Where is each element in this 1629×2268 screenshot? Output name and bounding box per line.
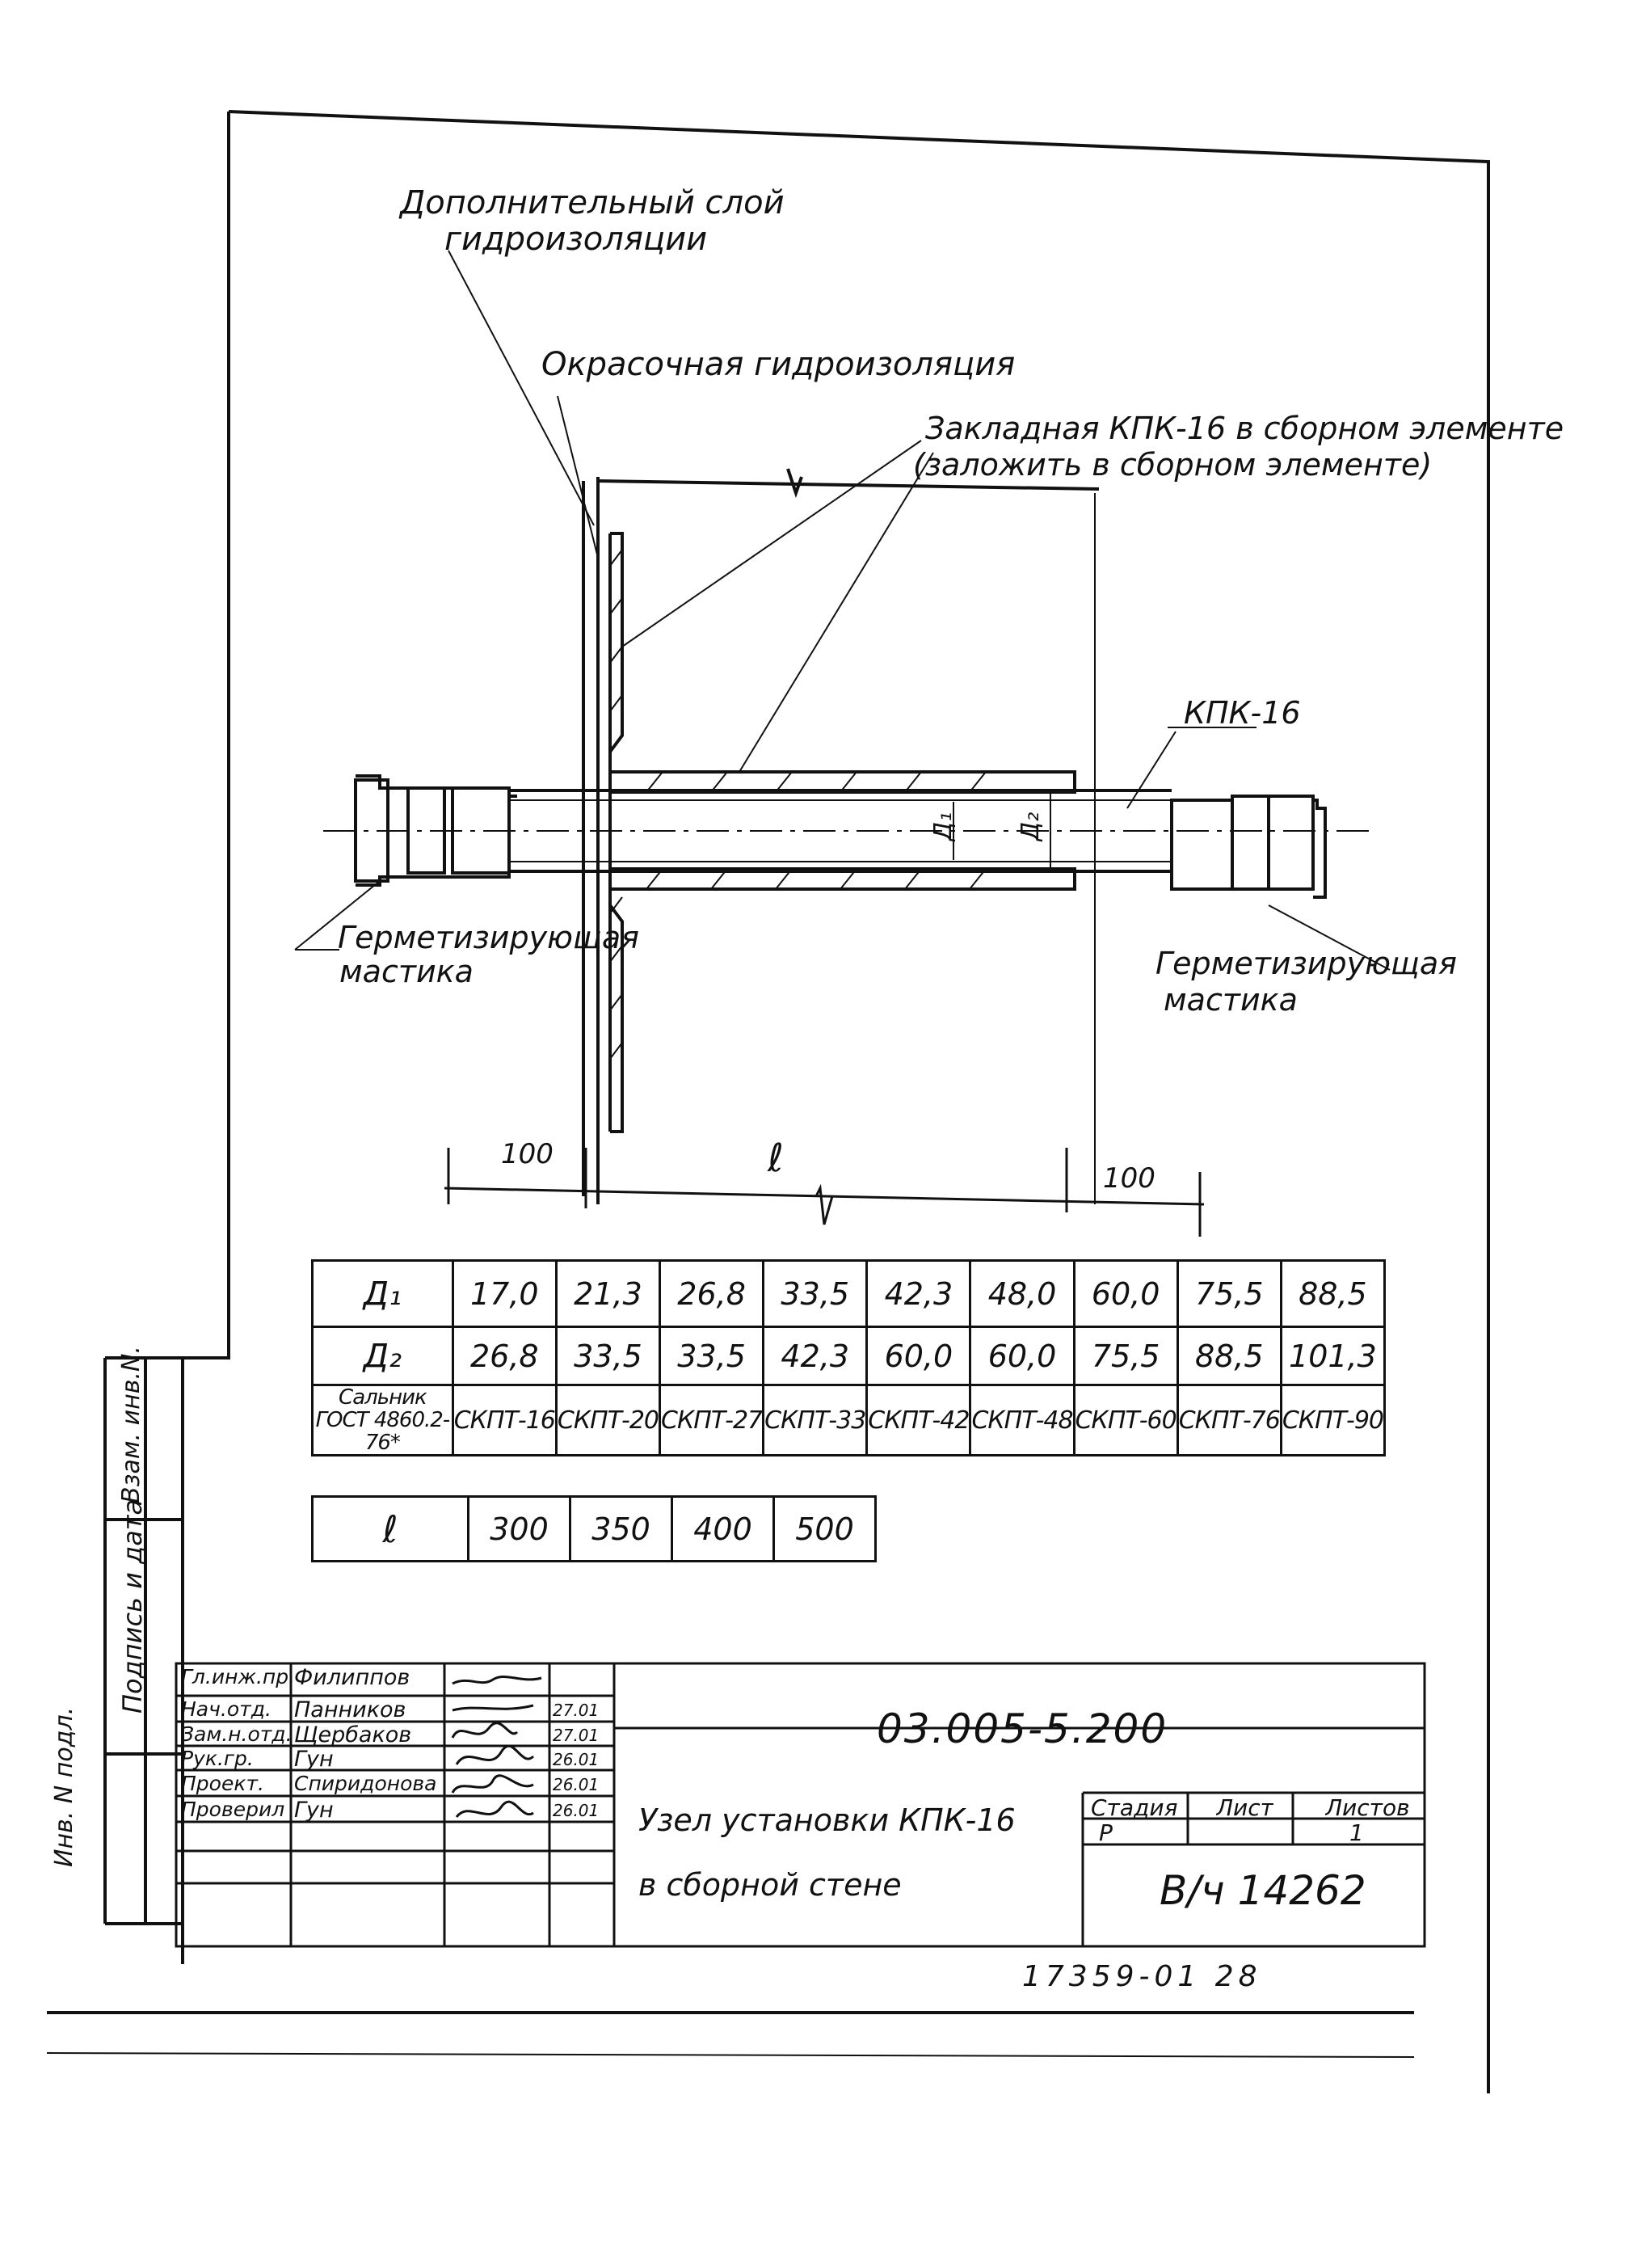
tb-name-0: Филиппов (294, 1665, 410, 1690)
table-cell: 33,5 (660, 1327, 764, 1385)
tb-role-5: Проверил (181, 1798, 285, 1821)
tb-date-5: 26.01 (553, 1801, 600, 1820)
label-embedded-line1: Закладная КПК-16 в сборном элементе (925, 411, 1564, 446)
label-embedded-line2: (заложить в сборном элементе) (913, 447, 1433, 483)
tb-name-4: Спиридонова (294, 1772, 437, 1795)
table-cell: 101,3 (1281, 1327, 1384, 1385)
table-cell: СКПТ-76 (1177, 1385, 1281, 1456)
side-stamp-replace-text: Взам. инв.N. (117, 1346, 145, 1503)
tb-role-4: Проект. (181, 1772, 264, 1795)
dimension-middle: ℓ (768, 1136, 784, 1181)
tb-name-2: Щербаков (294, 1722, 412, 1747)
table-cell: 350 (570, 1497, 672, 1562)
table-cell: 33,5 (764, 1261, 867, 1327)
table-cell: 42,3 (764, 1327, 867, 1385)
table-cell: 33,5 (556, 1327, 659, 1385)
row-header-gland: Сальник ГОСТ 4860.2-76* (313, 1385, 453, 1456)
tb-date-1: 27.01 (553, 1701, 600, 1720)
drawing-title-line1: Узел установки КПК-16 (638, 1802, 1016, 1838)
sheets-header: Листов (1325, 1794, 1410, 1821)
tb-role-1: Нач.отд. (181, 1697, 272, 1721)
table-cell: 60,0 (1074, 1261, 1177, 1327)
table-cell: СКПТ-60 (1074, 1385, 1177, 1456)
table-cell: 400 (672, 1497, 774, 1562)
stage-header: Стадия (1091, 1794, 1178, 1821)
table-cell: 300 (469, 1497, 570, 1562)
tb-name-5: Гун (294, 1798, 334, 1823)
table-cell: СКПТ-20 (556, 1385, 659, 1456)
side-stamp-sign-text: Подпись и дата (117, 1499, 148, 1714)
row-header-d1: Д₁ (313, 1261, 453, 1327)
sheet-header: Лист (1216, 1794, 1273, 1821)
organization: В/ч 14262 (1160, 1867, 1366, 1914)
table-cell: 500 (774, 1497, 876, 1562)
table-cell: 48,0 (970, 1261, 1074, 1327)
label-extra-layer-line2: гидроизоляции (444, 221, 708, 258)
table-cell: СКПТ-16 (452, 1385, 556, 1456)
row-header-l: ℓ (313, 1497, 469, 1562)
table-cell: СКПТ-27 (660, 1385, 764, 1456)
label-sealing-left-line2: мастика (339, 954, 474, 989)
table-cell: 75,5 (1074, 1327, 1177, 1385)
table-cell: 75,5 (1177, 1261, 1281, 1327)
table-cell: 60,0 (867, 1327, 970, 1385)
drawing-title-line2: в сборной стене (638, 1867, 902, 1903)
archive-number: 17359-01 28 (1022, 1960, 1262, 1993)
table-cell: СКПТ-33 (764, 1385, 867, 1456)
tb-role-2: Зам.н.отд. (181, 1722, 293, 1746)
row-header-d2: Д₂ (313, 1327, 453, 1385)
tb-date-4: 26.01 (553, 1775, 600, 1794)
table-cell: СКПТ-42 (867, 1385, 970, 1456)
tb-role-0: Гл.инж.пр. (181, 1665, 296, 1688)
label-d2: Д₂ (1017, 812, 1046, 841)
table-cell: 60,0 (970, 1327, 1074, 1385)
table-cell: 17,0 (452, 1261, 556, 1327)
document-code: 03.005-5.200 (877, 1705, 1168, 1752)
table-cell: 88,5 (1177, 1327, 1281, 1385)
label-d1: Д₁ (929, 812, 958, 841)
table-cell: 26,8 (660, 1261, 764, 1327)
tb-name-1: Панников (294, 1697, 406, 1722)
label-sealing-right-line1: Герметизирующая (1155, 946, 1457, 981)
tb-date-2: 27.01 (553, 1726, 600, 1745)
label-kpk16: КПК-16 (1184, 695, 1301, 731)
label-sealing-left-line1: Герметизирующая (338, 920, 639, 955)
label-extra-layer-line1: Дополнительный слой (400, 184, 785, 221)
tb-name-3: Гун (294, 1747, 334, 1772)
stage-value: Р (1099, 1819, 1113, 1846)
table-cell: 21,3 (556, 1261, 659, 1327)
table-cell: 88,5 (1281, 1261, 1384, 1327)
dimension-left: 100 (501, 1138, 554, 1170)
signatures (444, 1663, 549, 1825)
table-cell: 42,3 (867, 1261, 970, 1327)
side-stamp-inv-text: Инв. N подл. (50, 1706, 78, 1867)
table-cell: 26,8 (452, 1327, 556, 1385)
sheets-value: 1 (1349, 1819, 1364, 1846)
label-paint-insulation: Окрасочная гидроизоляция (541, 346, 1016, 383)
tb-role-3: Рук.гр. (181, 1747, 254, 1770)
tb-date-3: 26.01 (553, 1750, 600, 1769)
label-sealing-right-line2: мастика (1164, 982, 1298, 1018)
table-cell: СКПТ-48 (970, 1385, 1074, 1456)
dimension-right: 100 (1103, 1162, 1155, 1195)
table-cell: СКПТ-90 (1281, 1385, 1384, 1456)
